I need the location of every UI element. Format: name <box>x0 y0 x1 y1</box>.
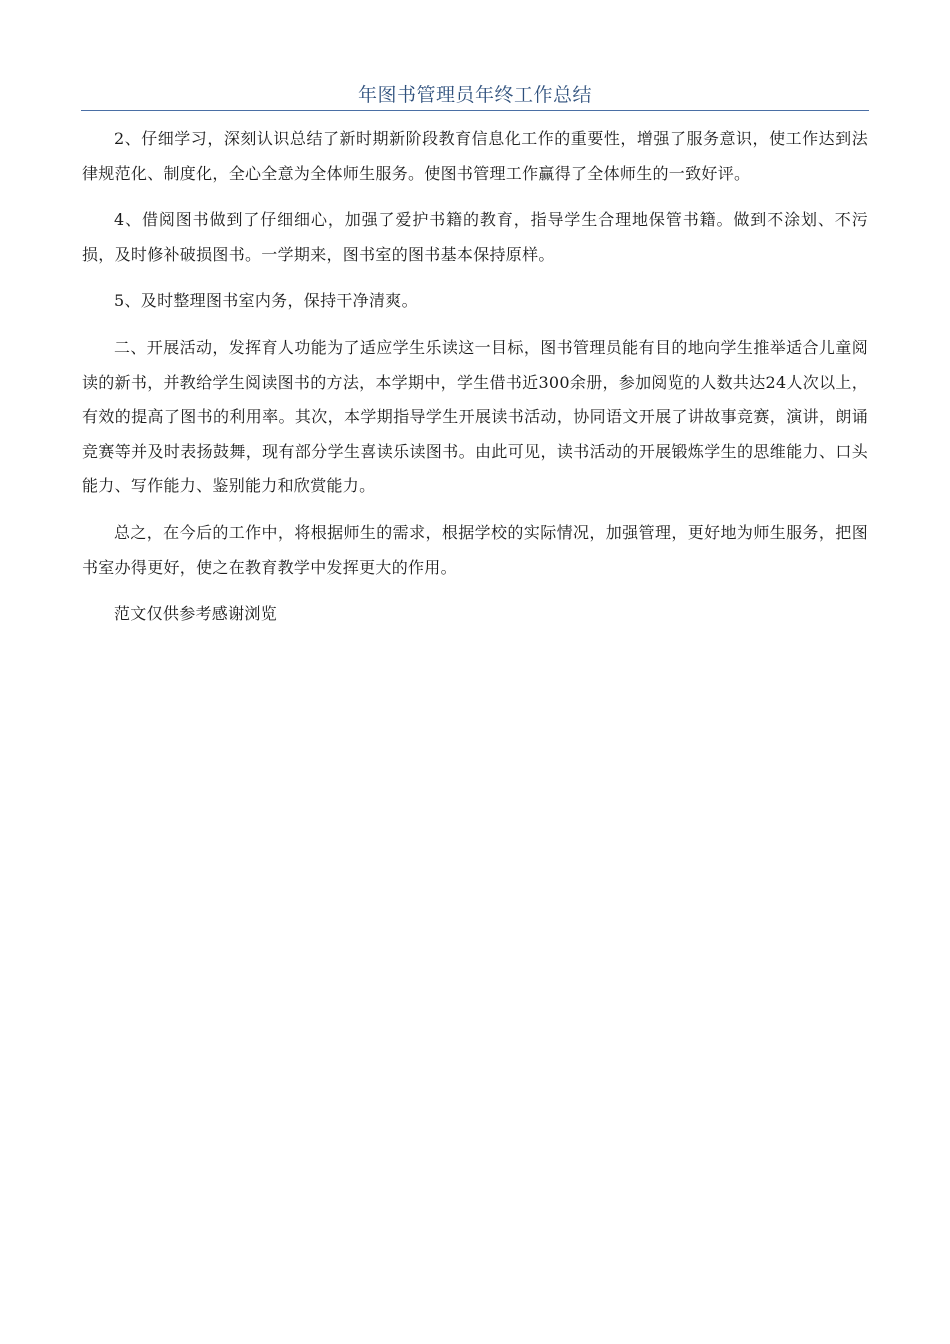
page-title: 年图书管理员年终工作总结 <box>357 84 592 106</box>
footer-note: 范文仅供参考感谢浏览 <box>114 604 278 624</box>
paragraph-study: 2、仔细学习，深刻认识总结了新时期新阶段教育信息化工作的重要性，增强了服务意识，使工作达到法律规范化、制度化，全心全意为全体师生服务。使图书管理工作赢得了全体师生的一致好评。 <box>82 129 868 183</box>
paragraph-housekeeping: 5、及时整理图书室内务，保持干净清爽。 <box>114 291 418 311</box>
paragraph-activities: 二、开展活动，发挥育人功能为了适应学生乐读这一目标，图书管理员能有目的地向学生推举适合儿童阅读的新书，并教给学生阅读图书的方法，本学期中，学生借书近300余册，参加阅览的人数共达24人次以上，有效的提高了图书的利用率。其次，本学期指导学生开展读书活动，协同语文开展了讲故事竞赛，演讲，朗诵竞赛等并及时表扬鼓舞，现有部分学生喜读乐读图书。由此可见，读书活动的开展锻炼学生的思维能力、口头能力、写作能力、鉴别能力和欣赏能力。 <box>82 337 868 496</box>
document-body <box>82 122 868 644</box>
page-header <box>81 82 869 111</box>
paragraph-borrowing: 4、借阅图书做到了仔细细心，加强了爱护书籍的教育，指导学生合理地保管书籍。做到不涂划、不污损，及时修补破损图书。一学期来，图书室的图书基本保持原样。 <box>82 210 868 264</box>
paragraph-conclusion: 总之，在今后的工作中，将根据师生的需求，根据学校的实际情况，加强管理，更好地为师生服务，把图书室办得更好，使之在教育教学中发挥更大的作用。 <box>82 522 868 577</box>
